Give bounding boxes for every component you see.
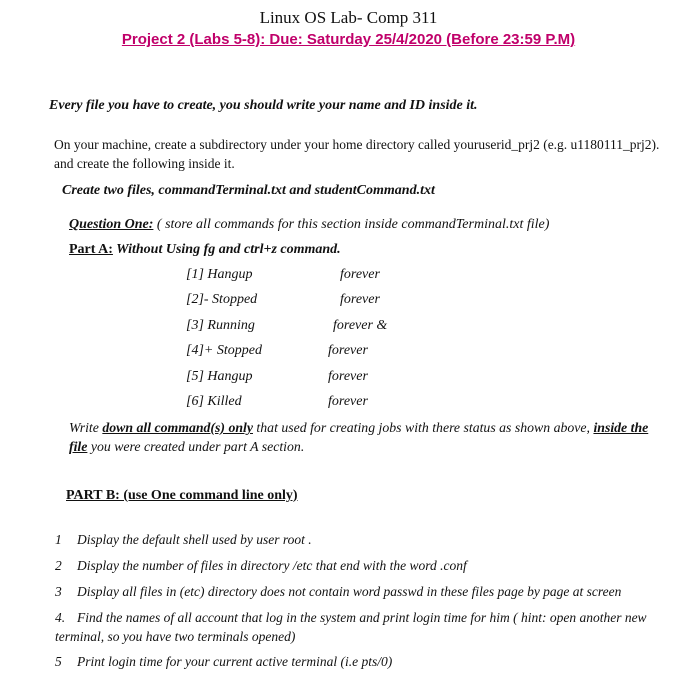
write-emphasis-1: down all command(s) only xyxy=(102,420,253,435)
doc-title: Linux OS Lab- Comp 311 xyxy=(259,8,438,27)
task-number: 2 xyxy=(55,558,62,573)
question-one-label: Question One: xyxy=(69,217,154,232)
question-one-text: ( store all commands for this section inside commandTerminal.txt file) xyxy=(153,217,550,232)
job-id-1: [1] Hangup xyxy=(186,267,253,282)
part-a-label: Part A: xyxy=(69,242,113,257)
write-instruction xyxy=(69,418,669,456)
write-post: you were created under part A section. xyxy=(87,439,305,454)
instruction-paragraph: On your machine, create a subdirectory under your home directory called youruserid_prj2 (e.g. u1180111_prj2). and create the following inside it. xyxy=(54,137,660,171)
part-a-line xyxy=(69,242,341,258)
write-pre: Write xyxy=(69,420,103,435)
task-text: Display the default shell used by user root . xyxy=(77,532,312,547)
task-text: Find the names of all account that log in the system and print login time for him ( hint: open another new terminal, so you have two terminals opened) xyxy=(55,610,647,644)
part-a-text: Without Using fg and ctrl+z command. xyxy=(112,242,341,257)
task-text: Display all files in (etc) directory does not contain word passwd in these files page by page at screen xyxy=(77,584,622,599)
create-files-line: Create two files, commandTerminal.txt and studentCommand.txt xyxy=(62,183,435,198)
job-cmd-6: forever xyxy=(328,394,368,409)
task-text: Print login time for your current active terminal (i.e pts/0) xyxy=(77,654,393,669)
job-cmd-3: forever & xyxy=(333,318,388,333)
job-cmd-4: forever xyxy=(328,343,368,358)
task-item-5 xyxy=(55,652,665,671)
task-text: Display the number of files in directory /etc that end with the word .conf xyxy=(77,558,467,573)
task-item-1 xyxy=(55,530,665,549)
task-item-3 xyxy=(55,582,665,601)
part-b-heading: PART B: (use One command line only) xyxy=(66,488,298,503)
task-number: 3 xyxy=(55,584,62,599)
job-id-6: [6] Killed xyxy=(186,394,242,409)
job-cmd-2: forever xyxy=(340,292,380,307)
task-number: 1 xyxy=(55,532,62,547)
task-item-2 xyxy=(55,556,665,575)
doc-subtitle: Project 2 (Labs 5-8): Due: Saturday 25/4/2020 (Before 23:59 P.M) xyxy=(121,31,576,48)
question-one-line xyxy=(69,217,549,233)
job-cmd-5: forever xyxy=(328,369,368,384)
write-emphasis-2: inside the file xyxy=(69,420,649,454)
task-item-4 xyxy=(55,608,665,646)
name-id-note: Every file you have to create, you should write your name and ID inside it. xyxy=(49,98,478,113)
job-id-5: [5] Hangup xyxy=(186,369,253,384)
job-cmd-1: forever xyxy=(340,267,380,282)
job-id-3: [3] Running xyxy=(186,318,255,333)
job-id-4: [4]+ Stopped xyxy=(186,343,262,358)
write-mid: that used for creating jobs with there status as shown above, xyxy=(252,420,594,435)
job-id-2: [2]- Stopped xyxy=(186,292,258,307)
task-number: 5 xyxy=(55,654,62,669)
task-number: 4. xyxy=(55,610,66,625)
